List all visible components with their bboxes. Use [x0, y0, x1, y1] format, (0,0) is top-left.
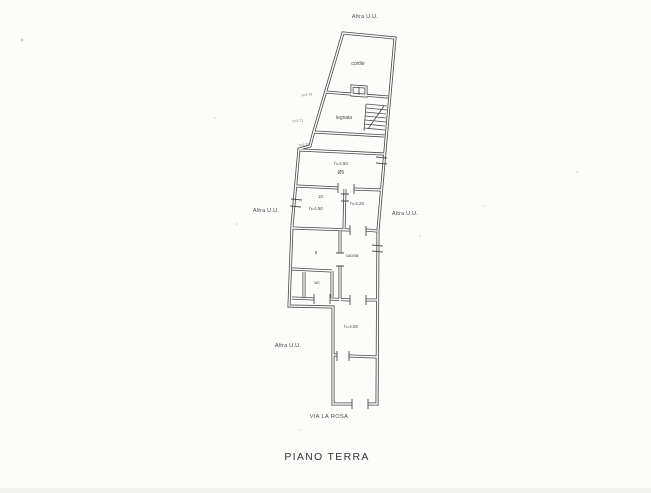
room-label-wc: wc — [314, 280, 320, 285]
height-label-room5: h=4.50 — [334, 161, 348, 166]
plan-title: PIANO TERRA — [284, 451, 370, 463]
wall-note-1: h=3.70 — [301, 92, 313, 98]
street-door-opening — [352, 399, 368, 409]
wall-outlines — [289, 33, 395, 404]
room-number-9: 9 — [314, 250, 318, 255]
adjacent-unit-label-right: Altra U.U. — [391, 211, 419, 217]
height-label-bottom-room: h=4.08 — [344, 324, 358, 329]
height-label-room10: h=4.50 — [309, 206, 323, 211]
adjacent-unit-label-left: Altra U.U. — [252, 208, 280, 214]
height-label-right-room: h=4.28 — [350, 201, 364, 206]
adjacent-unit-label-bottom-left: Altra U.U. — [274, 343, 302, 349]
scan-speck — [21, 39, 578, 431]
room-label-legnaia: legnaia — [335, 115, 353, 121]
wall-note-3: h=3.70 — [298, 142, 310, 148]
room-label-cucina: cucina — [345, 253, 359, 258]
interior-walls — [292, 86, 388, 357]
room-number-5: Ø5 — [337, 170, 345, 176]
adjacent-unit-label-top: Altra U.U. — [351, 14, 379, 20]
street-name-label: VIA LA ROSA — [309, 414, 349, 420]
room-label-cortile: cortile — [351, 61, 365, 67]
room-number-10: 10. — [317, 194, 325, 199]
wall-note-2: h=3.71 — [292, 118, 304, 124]
staircase-icon — [364, 104, 387, 131]
